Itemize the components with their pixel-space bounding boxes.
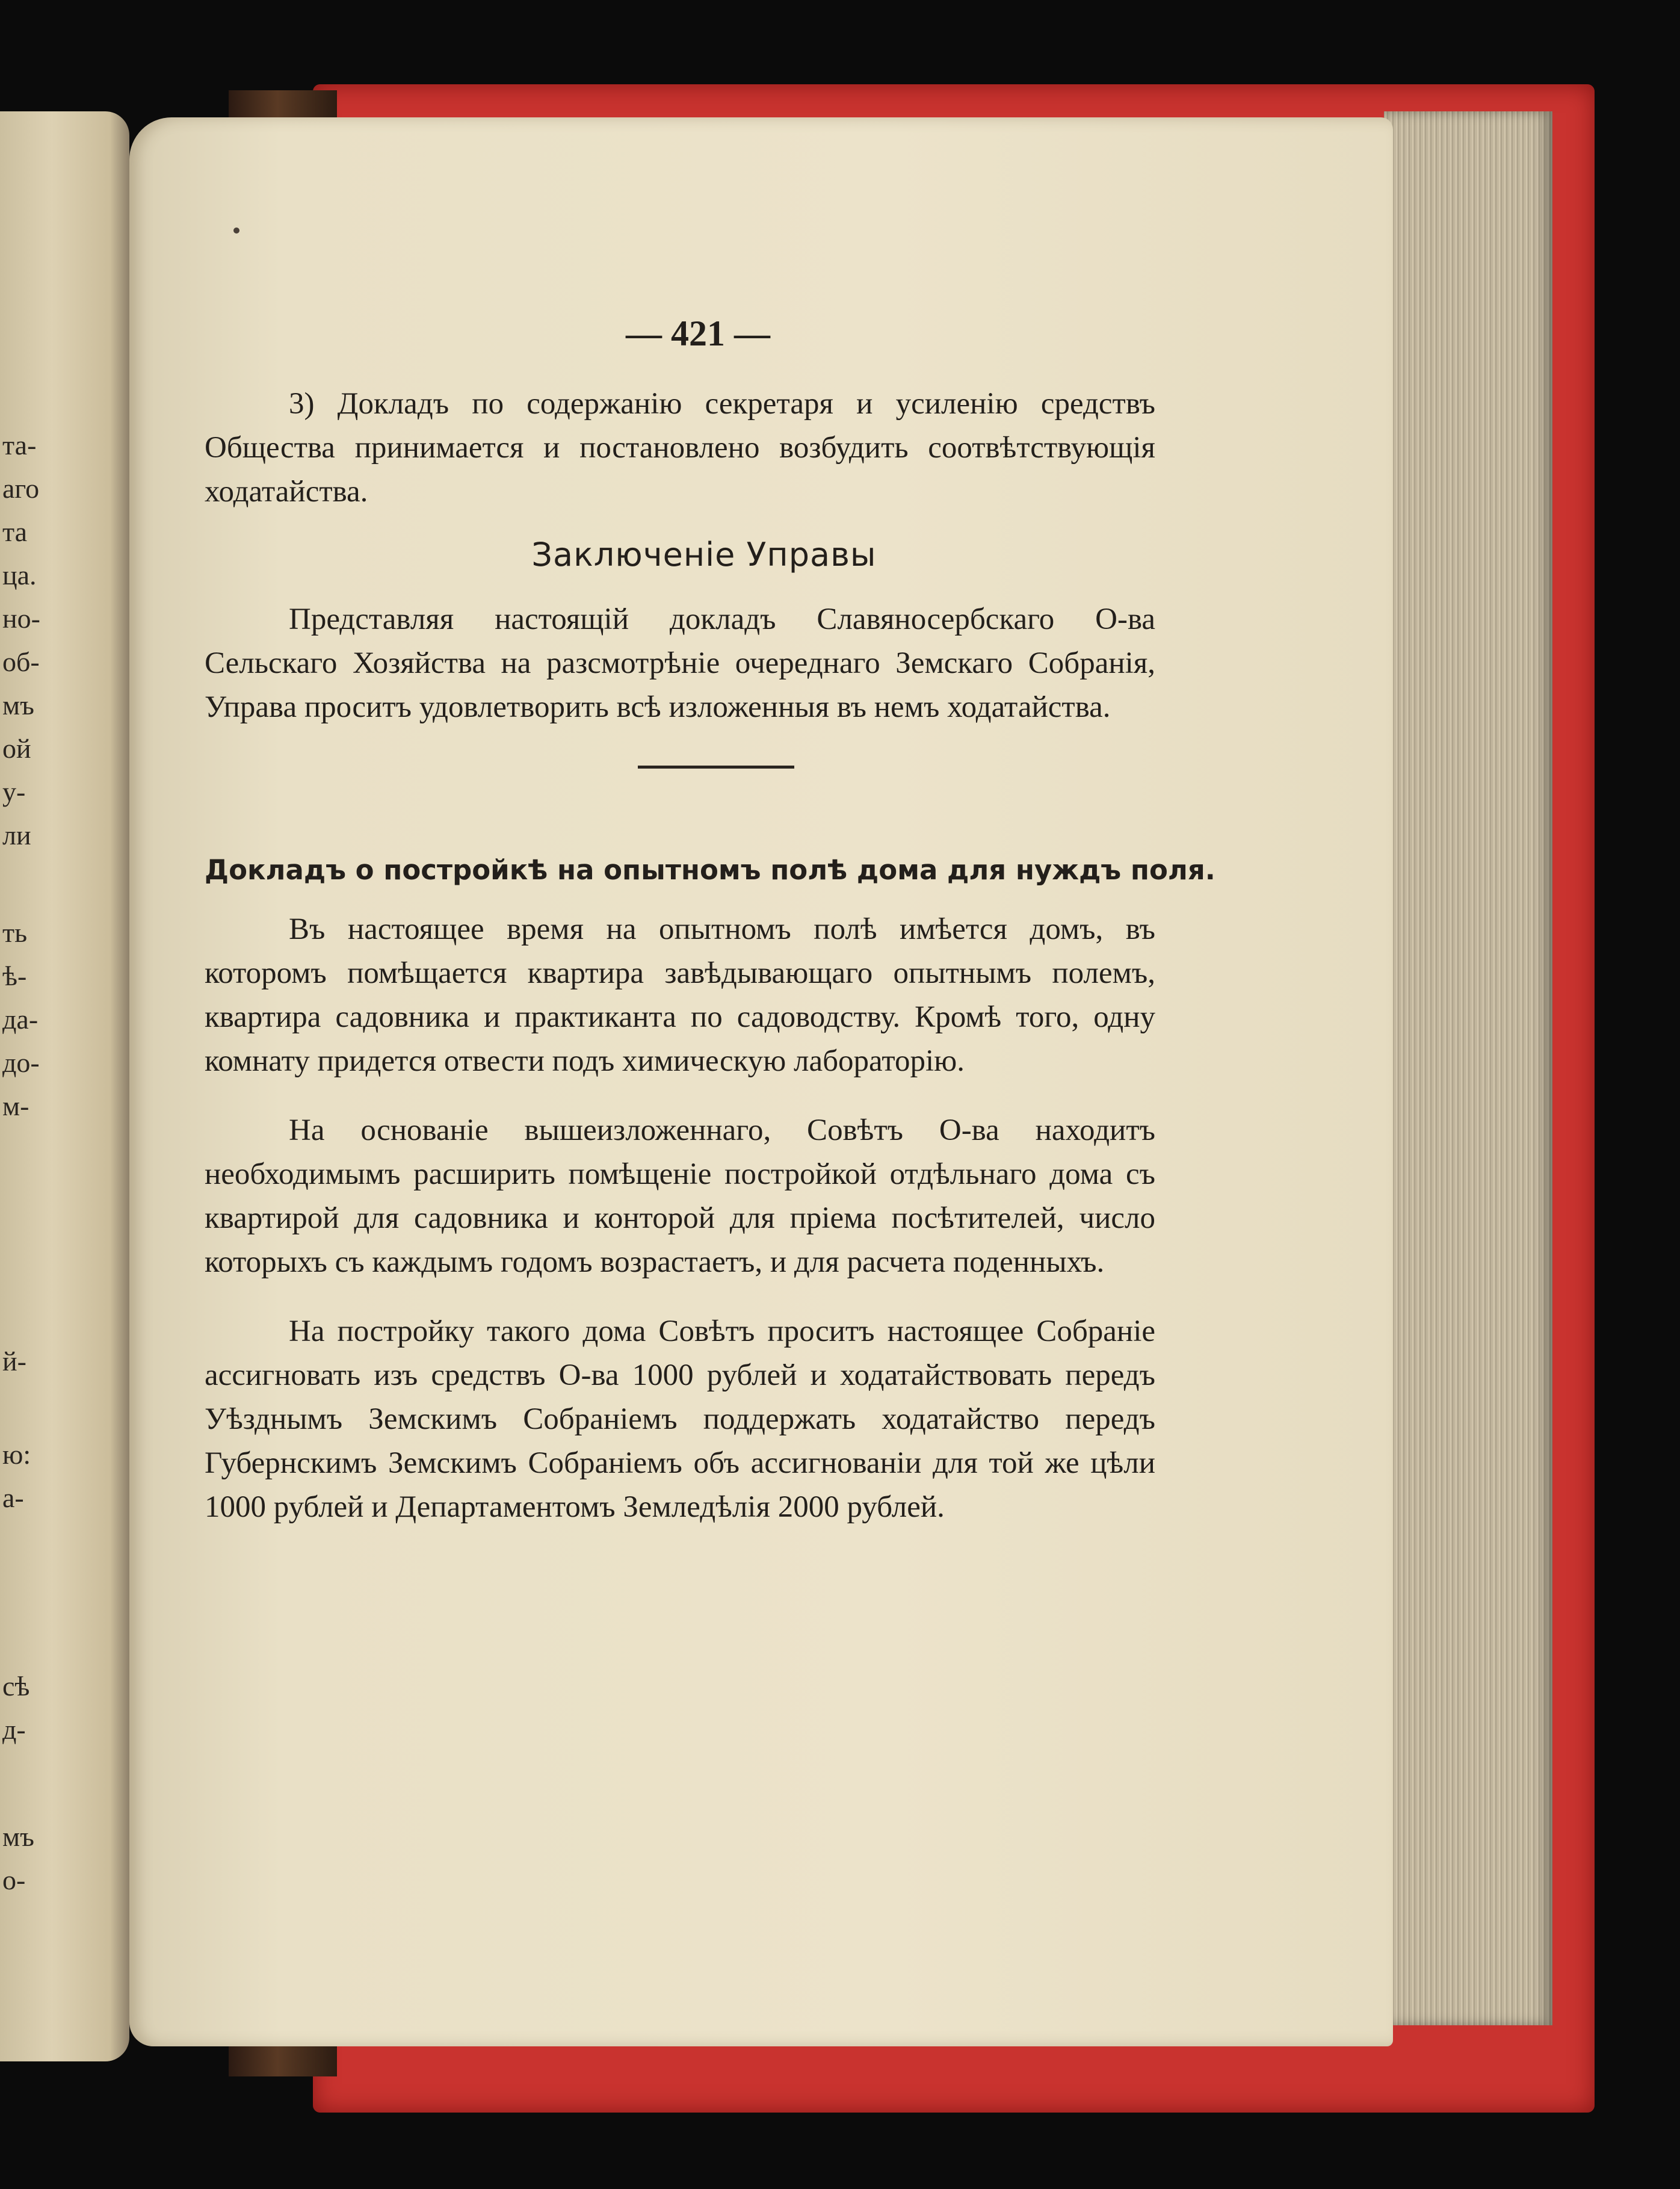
left-page [0,111,129,2061]
left-page-fragment: й- [2,1346,26,1376]
report-heading: Докладъ о постройкѣ на опытномъ полѣ дома для нуждъ поля. [205,854,1215,886]
left-page-fragment: ѣ- [2,961,27,991]
page-number: — 421 — [626,314,770,353]
left-page-fragment: ой [2,733,31,764]
paragraph: На постройку такого дома Совѣтъ проситъ настоящее Собраніе ассигновать изъ средствъ О-ва 1000 рублей и ходатайствовать передъ Уѣзднымъ Земскимъ Собраніемъ поддержать ходатайство передъ Губернскимъ Земскимъ Собраніемъ объ ассигнованіи для той же цѣли 1000 рублей и Департаментомъ Земледѣлія 2000 рублей. [205,1314,1155,1524]
left-page-fragment: но- [2,603,40,634]
left-page-fragment: до- [2,1047,40,1078]
left-page-fragment: мъ [2,1821,34,1852]
ink-speck [233,228,239,234]
left-page-fragment: мъ [2,690,34,720]
left-page-fragment: та- [2,430,37,460]
left-page-fragment: ца. [2,560,37,590]
left-page-fragment: ю: [2,1439,31,1470]
left-page-fragment: та [2,516,28,547]
paragraph: На основаніе вышеизложеннаго, Совѣтъ О-ва находитъ необходимымъ расширить помѣщеніе постройкой отдѣльнаго дома съ квартирой для садовника и конторой для пріема посѣтителей, число которыхъ съ каждымъ годомъ возрастаетъ, и для расчета поденныхъ. [205,1113,1155,1279]
section-heading: Заключеніе Управы [531,536,877,574]
left-page-fragment: ли [2,820,31,850]
left-page-fragment: да- [2,1004,39,1035]
left-page-fragment: о- [2,1865,26,1895]
paragraph: 3) Докладъ по содержанію секретаря и усиленію средствъ Общества принимается и постановлено возбудить соотвѣтствующія ходатайства. [205,387,1155,509]
left-page-fragment: аго [2,473,40,504]
left-page-fragment: об- [2,646,40,677]
left-page-fragment: а- [2,1482,24,1513]
page-text [205,313,1215,1529]
divider-rule [638,766,794,769]
left-page-fragment: м- [2,1091,29,1121]
left-page-fragment: у- [2,776,26,807]
left-page-fragment: д- [2,1714,26,1745]
page-edges [1384,111,1552,2025]
left-page-fragment: сѣ [2,1671,30,1701]
paragraph: Въ настоящее время на опытномъ полѣ имѣется домъ, въ которомъ помѣщается квартира завѣдывающаго опытнымъ полемъ, квартира садовника и практиканта по садоводству. Кромѣ того, одну комнату придется отвести подъ химическую лабораторію. [205,912,1155,1078]
paragraph: Представляя настоящій докладъ Славяносербскаго О-ва Сельскаго Хозяйства на разсмотрѣніе очереднаго Земскаго Собранія, Управа проситъ удовлетворить всѣ изложенныя въ немъ ходатайства. [205,602,1155,724]
left-page-fragment: ть [2,917,28,948]
